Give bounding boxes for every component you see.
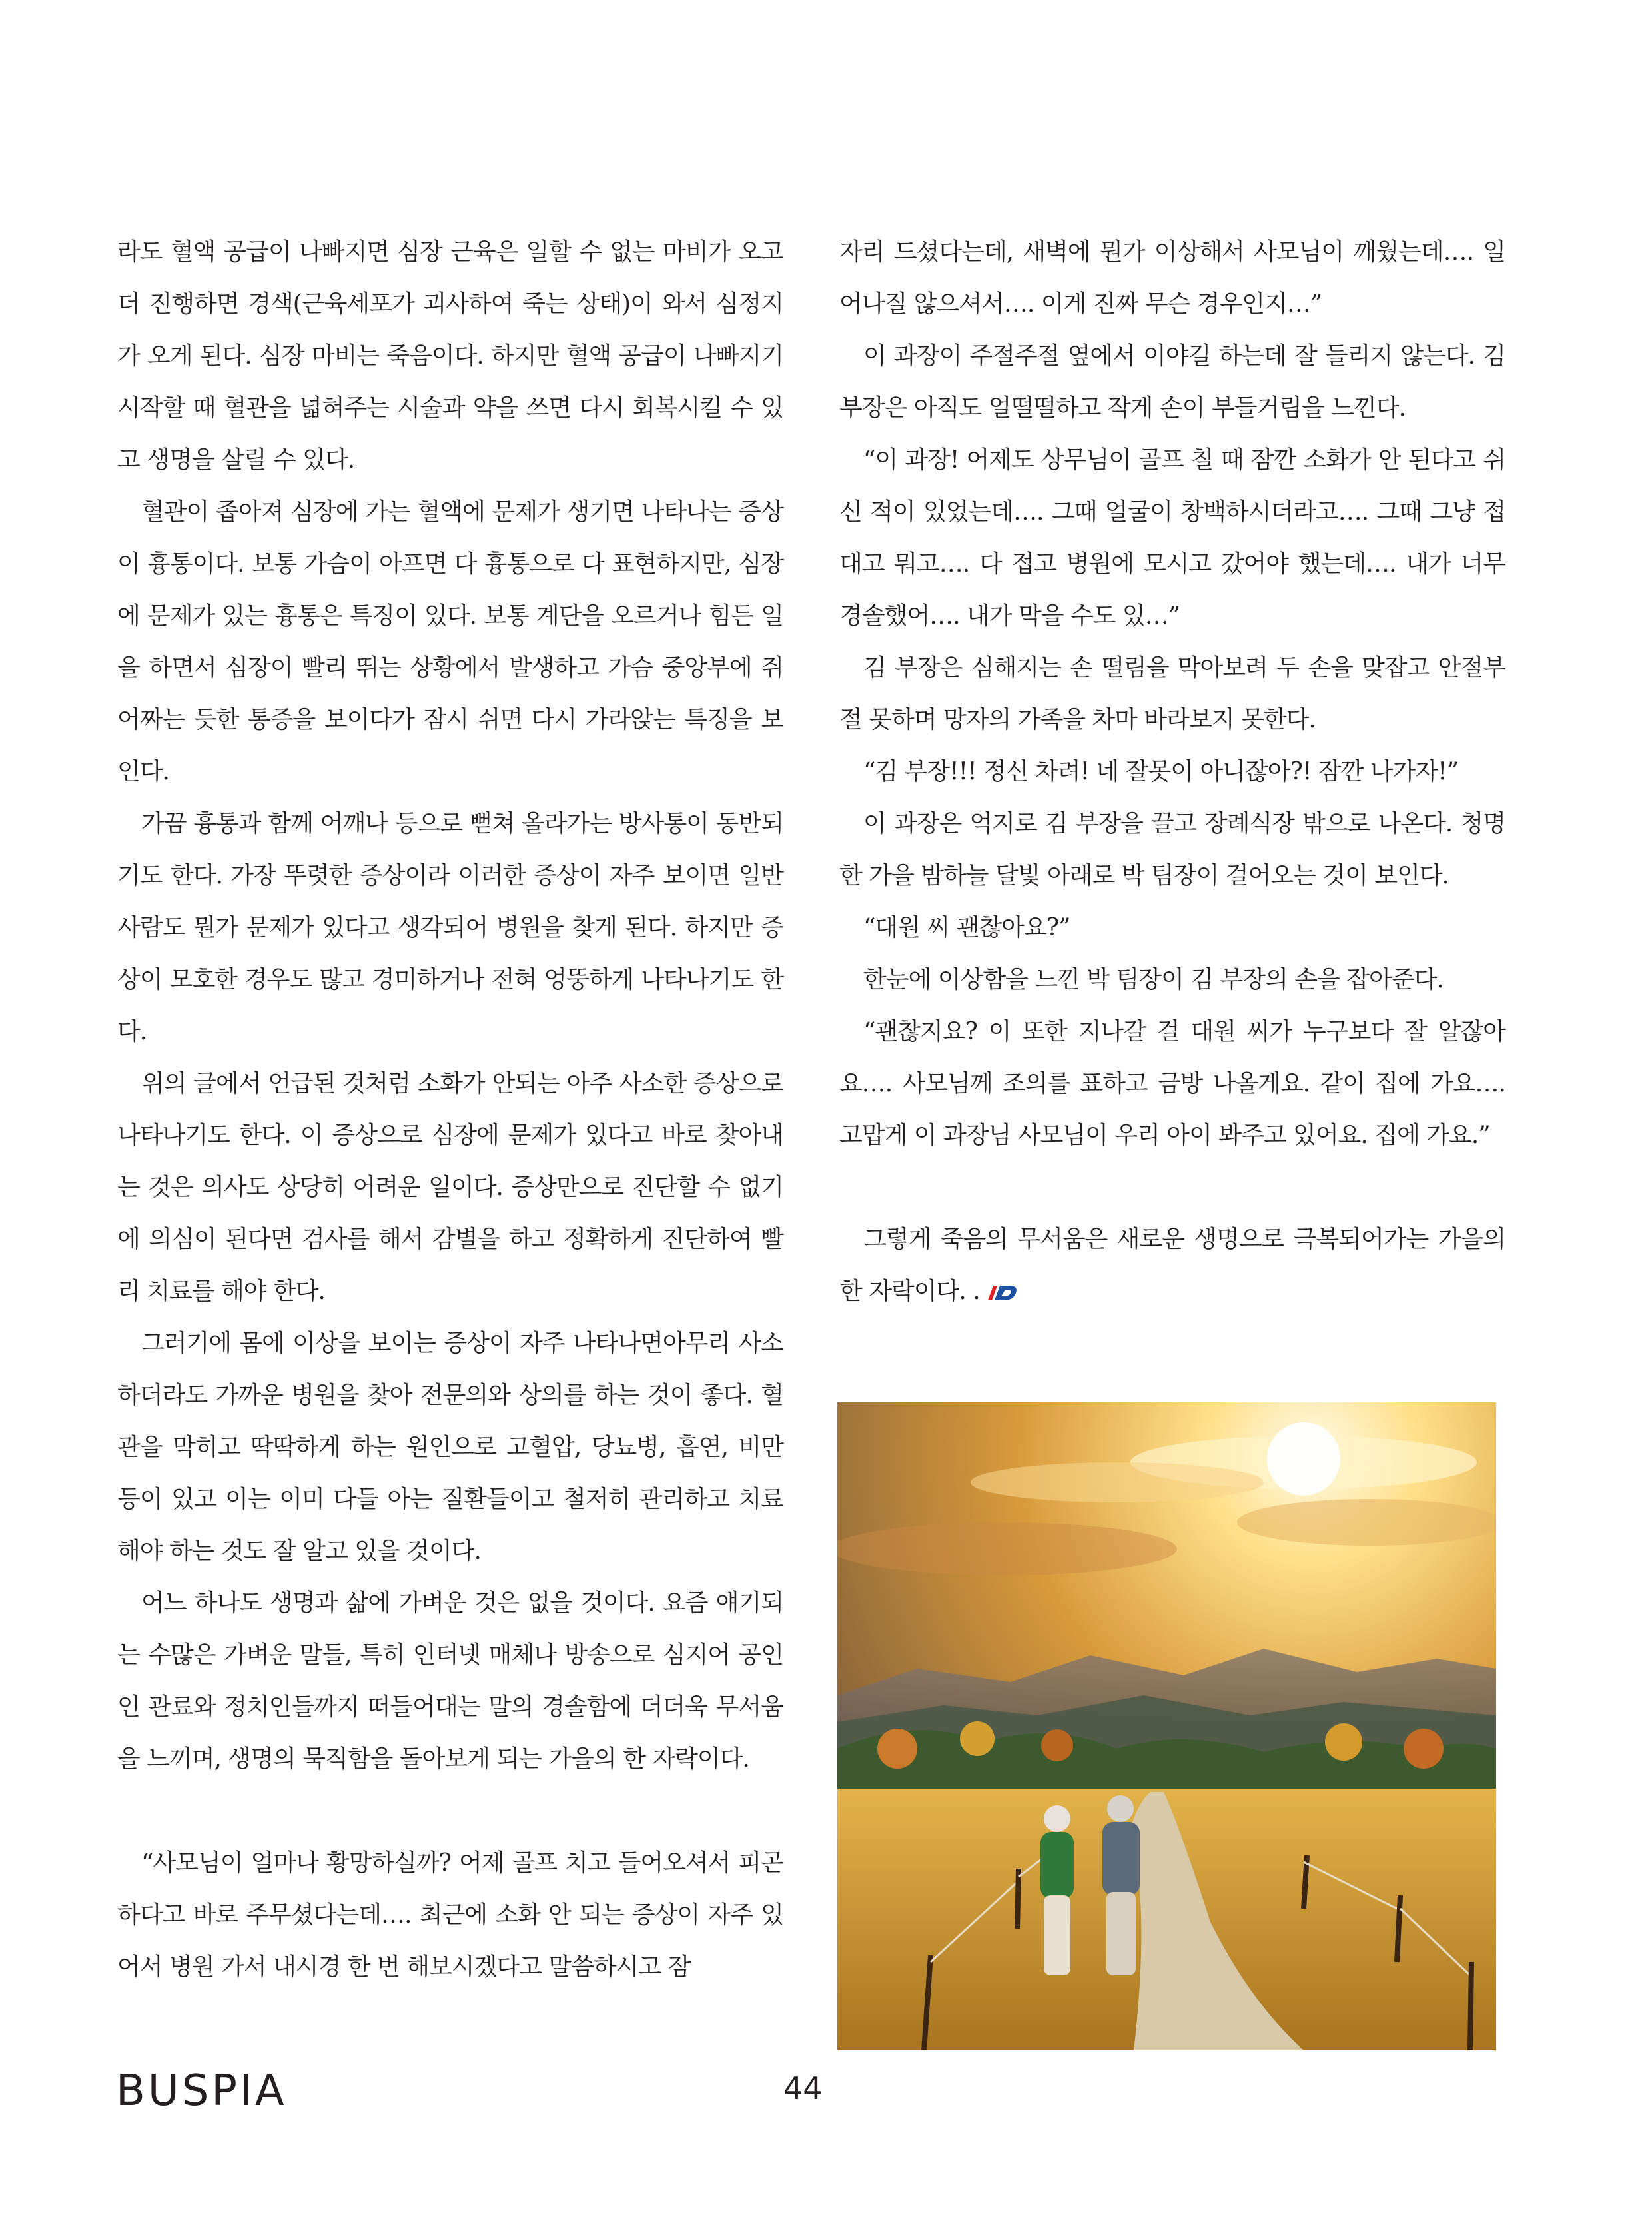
autumn-path-illustration <box>837 1402 1496 2050</box>
left-column <box>117 226 783 1993</box>
closing-text: 그렇게 죽음의 무서움은 새로운 생명으로 극복되어가는 가을의 한 자락이다. . <box>839 1226 1505 1305</box>
body-paragraph: 자리 드셨다는데, 새벽에 뭔가 이상해서 사모님이 깨웠는데…. 일어나질 않으셔서…. 이게 진짜 무슨 경우인지…” <box>839 238 1505 318</box>
body-paragraph: 한눈에 이상함을 느낀 박 팀장이 김 부장의 손을 잡아준다. <box>863 966 1444 993</box>
body-paragraph: “이 과장! 어제도 상무님이 골프 칠 때 잠깐 소화가 안 된다고 쉬신 적이 있었는데…. 그때 얼굴이 창백하시더라고…. 그때 그냥 접대고 뭐고…. 다 접고 병원에 모시고 갔어야 했는데…. 내가 너무 경솔했어…. 내가 막을 수도 있…” <box>839 446 1505 630</box>
body-paragraph: 라도 혈액 공급이 나빠지면 심장 근육은 일할 수 없는 마비가 오고 더 진행하면 경색(근육세포가 괴사하여 죽는 상태)이 와서 심정지가 오게 된다. 심장 마비는 죽음이다. 하지만 혈액 공급이 나빠지기 시작할 때 혈관을 넓혀주는 시술과 약을 쓰면 다시 회복시킬 수 있고 생명을 살릴 수 있다. <box>117 238 783 474</box>
elderly-couple-autumn-photo <box>837 1402 1496 2050</box>
right-column <box>839 226 1505 1318</box>
closing-paragraph <box>839 1214 1505 1318</box>
body-paragraph: 김 부장은 심해지는 손 떨림을 막아보려 두 손을 맞잡고 안절부절 못하며 망자의 가족을 차마 바라보지 못한다. <box>839 654 1505 733</box>
body-paragraph: 이 과장이 주절주절 옆에서 이야길 하는데 잘 들리지 않는다. 김 부장은 아직도 얼떨떨하고 작게 손이 부들거림을 느낀다. <box>839 342 1505 422</box>
paragraph-spacer <box>839 1162 1505 1214</box>
body-paragraph: “김 부장!!! 정신 차려! 네 잘못이 아니잖아?! 잠깐 나가자!” <box>863 758 1458 785</box>
paragraph-spacer <box>117 1785 783 1837</box>
body-paragraph: 이 과장은 억지로 김 부장을 끌고 장례식장 밖으로 나온다. 청명한 가을 밤하늘 달빛 아래로 박 팀장이 걸어오는 것이 보인다. <box>839 810 1505 889</box>
body-paragraph: “대원 씨 괜찮아요?” <box>863 914 1070 941</box>
body-paragraph: 그러기에 몸에 이상을 보이는 증상이 자주 나타나면아무리 사소하더라도 가까운 병원을 찾아 전문의와 상의를 하는 것이 좋다. 혈관을 막히고 딱딱하게 하는 원인으로 고혈압, 당뇨병, 흡연, 비만 등이 있고 이는 이미 다들 아는 질환들이고 철저히 관리하고 치료해야 하는 것도 잘 알고 있을 것이다. <box>117 1330 783 1565</box>
body-paragraph: “괜찮지요? 이 또한 지나갈 걸 대원 씨가 누구보다 잘 알잖아요…. 사모님께 조의를 표하고 금방 나올게요. 같이 집에 가요…. 고맙게 이 과장님 사모님이 우리 아이 봐주고 있어요. 집에 가요.” <box>839 1018 1505 1149</box>
body-paragraph: 위의 글에서 언급된 것처럼 소화가 안되는 아주 사소한 증상으로 나타나기도 한다. 이 증상으로 심장에 문제가 있다고 바로 찾아내는 것은 의사도 상당히 어려운 일이다. 증상만으로 진단할 수 없기에 의심이 된다면 검사를 해서 감별을 하고 정확하게 진단하여 빨리 치료를 해야 한다. <box>117 1070 783 1305</box>
page-number: 44 <box>783 2070 823 2106</box>
magazine-brand-logo: BUSPIA <box>116 2066 287 2116</box>
kd-logo-icon <box>984 1283 1021 1303</box>
body-paragraph: 혈관이 좁아져 심장에 가는 혈액에 문제가 생기면 나타나는 증상이 흉통이다. 보통 가슴이 아프면 다 흉통으로 다 표현하지만, 심장에 문제가 있는 흉통은 특징이 있다. 보통 계단을 오르거나 힘든 일을 하면서 심장이 빨리 뛰는 상황에서 발생하고 가슴 중앙부에 쥐어짜는 듯한 통증을 보이다가 잠시 쉬면 다시 가라앉는 특징을 보인다. <box>117 498 783 785</box>
body-paragraph: 가끔 흉통과 함께 어깨나 등으로 뻗쳐 올라가는 방사통이 동반되기도 한다. 가장 뚜렷한 증상이라 이러한 증상이 자주 보이면 일반사람도 뭔가 문제가 있다고 생각되어 병원을 찾게 된다. 하지만 증상이 모호한 경우도 많고 경미하거나 전혀 엉뚱하게 나타나기도 한다. <box>117 810 783 1045</box>
body-paragraph: 어느 하나도 생명과 삶에 가벼운 것은 없을 것이다. 요즘 얘기되는 수많은 가벼운 말들, 특히 인터넷 매체나 방송으로 심지어 공인인 관료와 정치인들까지 떠들어대는 말의 경솔함에 더더욱 무서움을 느끼며, 생명의 묵직함을 돌아보게 되는 가을의 한 자락이다. <box>117 1589 783 1773</box>
body-paragraph: “사모님이 얼마나 황망하실까? 어제 골프 치고 들어오셔서 피곤하다고 바로 주무셨다는데…. 최근에 소화 안 되는 증상이 자주 있어서 병원 가서 내시경 한 번 해보시겠다고 말씀하시고 잠 <box>117 1849 783 1981</box>
